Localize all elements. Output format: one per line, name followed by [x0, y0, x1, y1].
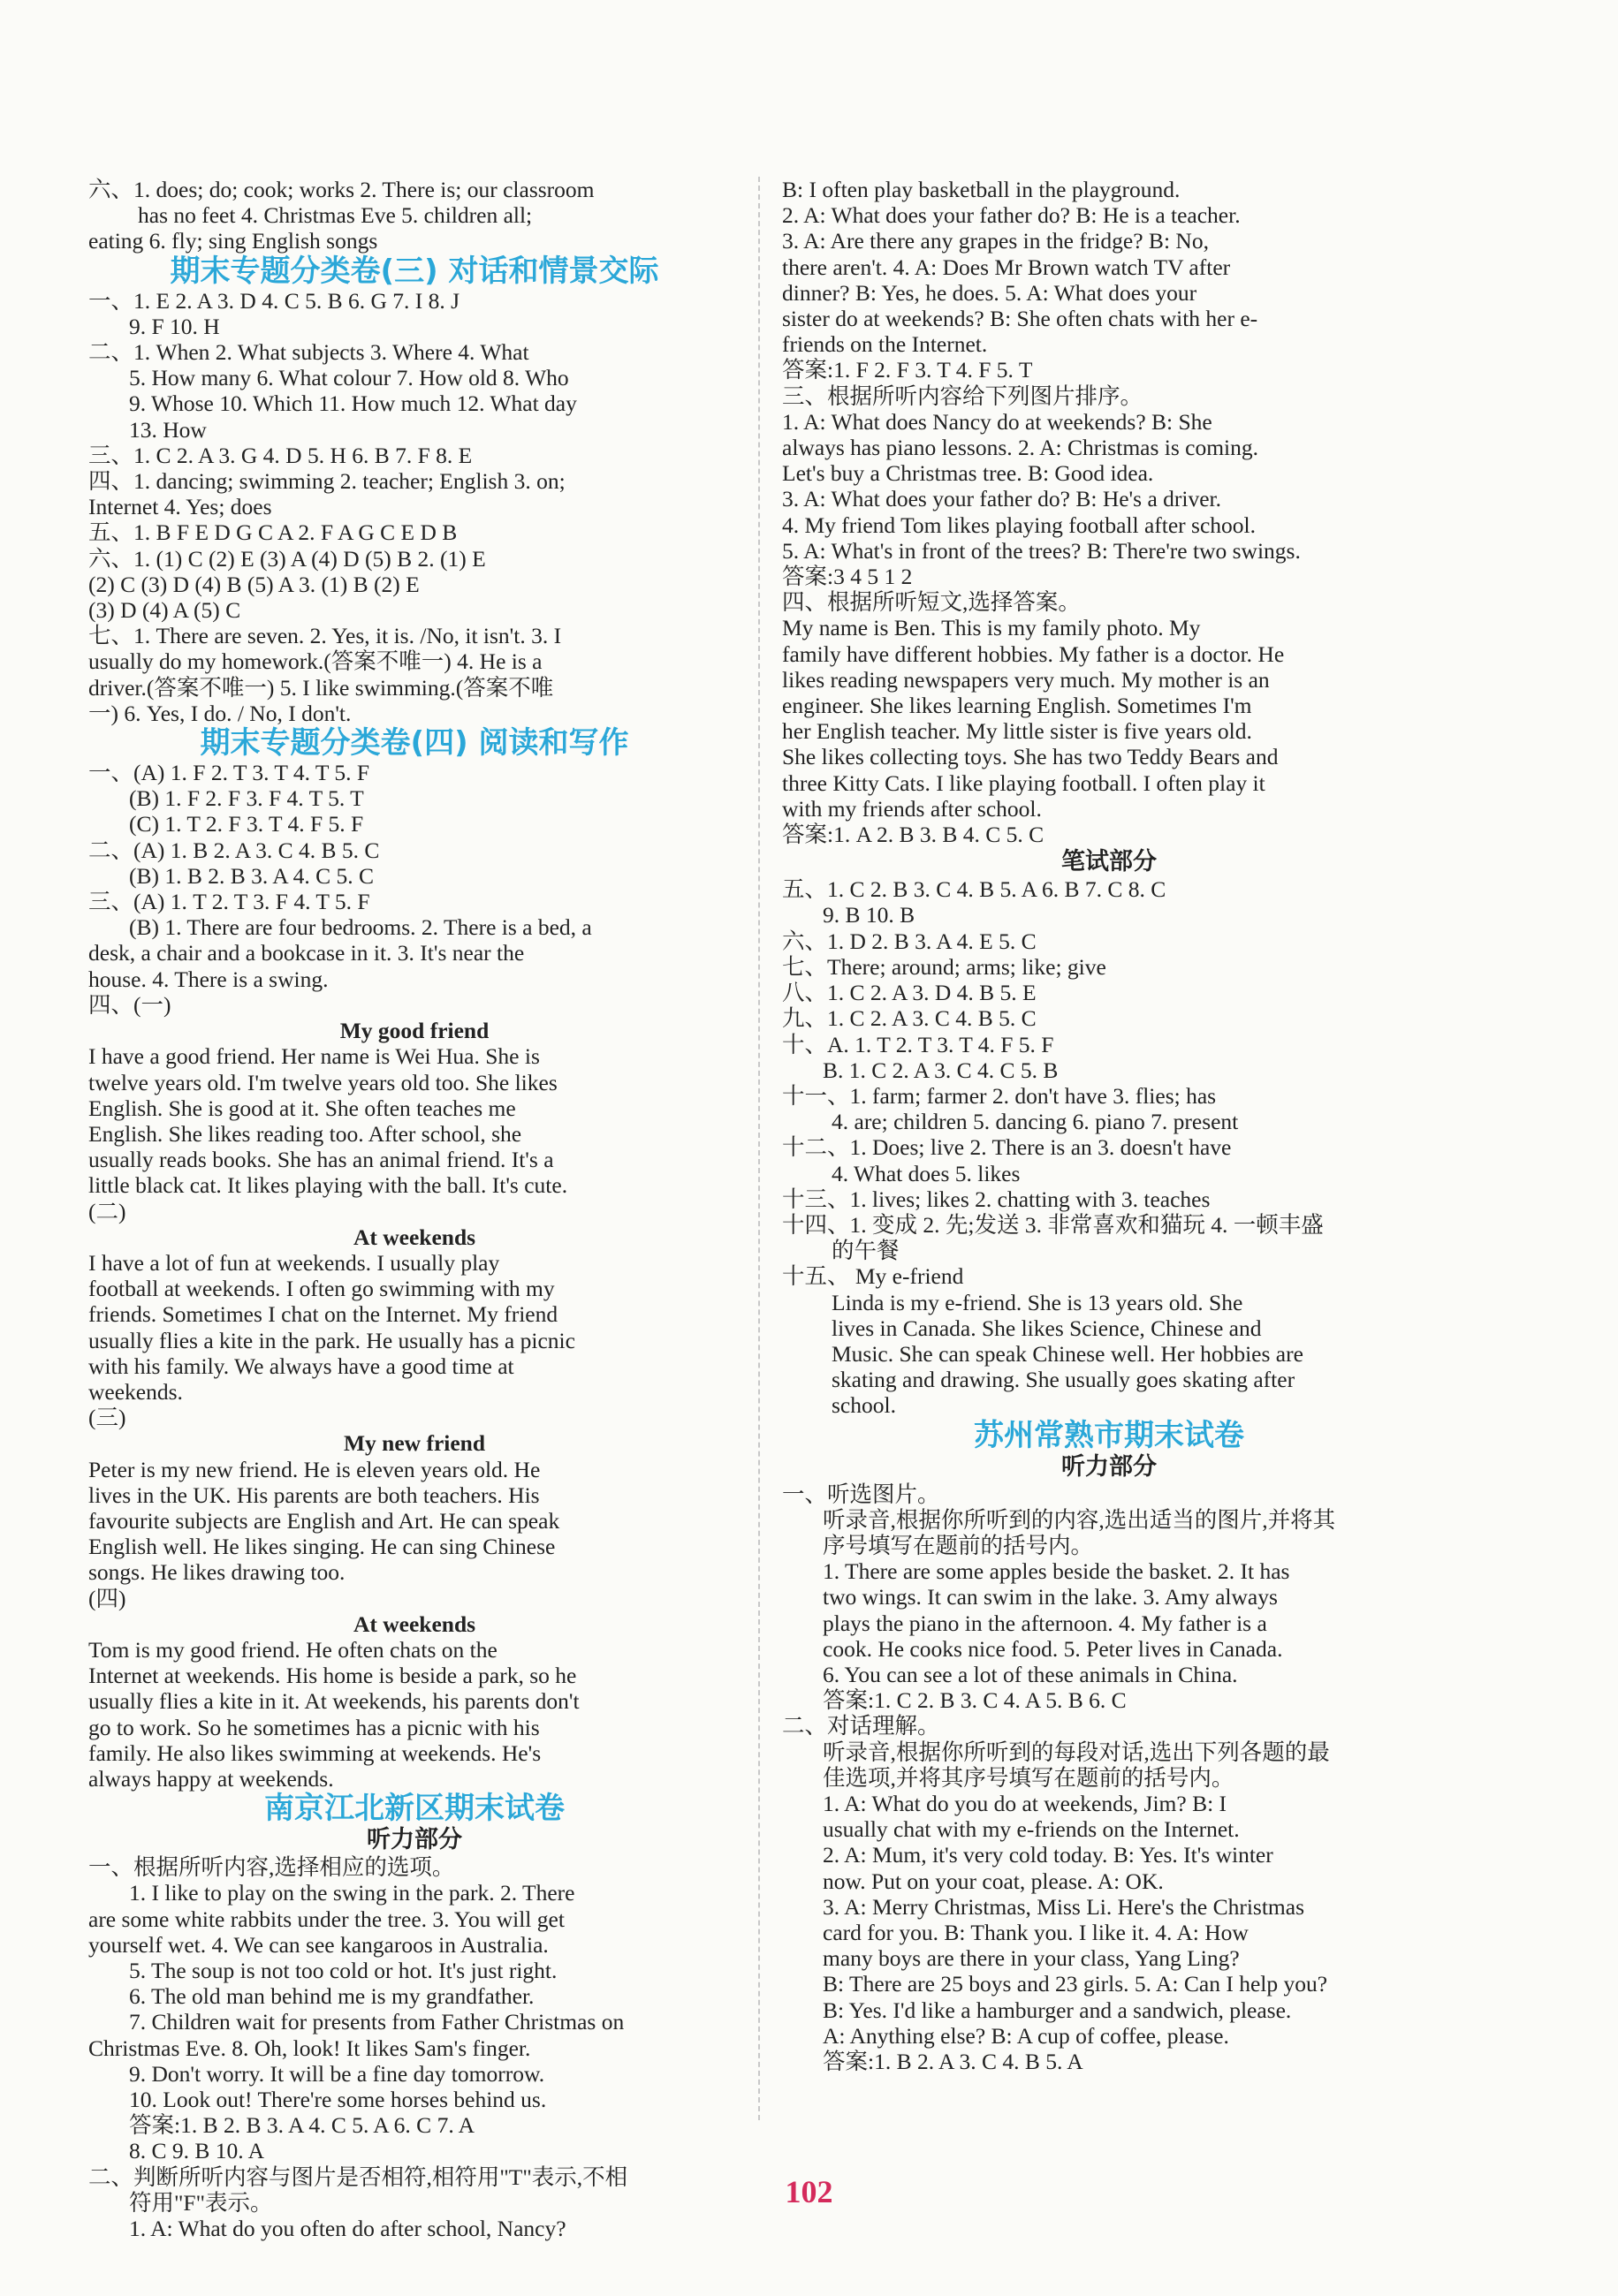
text-line: 四、(一) — [88, 991, 171, 1018]
essay-title: My new friend — [343, 1430, 486, 1457]
text-line: 3. A: Merry Christmas, Miss Li. Here's the Christmas — [823, 1893, 1305, 1920]
text-line: usually flies a kite in it. At weekends, his parents don't — [88, 1688, 580, 1715]
text-line: usually do my homework.(答案不唯一) 4. He is a — [88, 648, 543, 675]
text-line: driver.(答案不唯一) 5. I like swimming.(答案不唯 — [88, 674, 554, 701]
text-line: (四) — [88, 1585, 126, 1611]
text-line: Internet 4. Yes; does — [88, 494, 272, 520]
text-line: 五、1. C 2. B 3. C 4. B 5. A 6. B 7. C 8. C — [782, 876, 1166, 903]
essay-title: At weekends — [353, 1610, 476, 1637]
text-line: 一、根据所听内容,选择相应的选项。 — [88, 1854, 455, 1881]
text-line: always has piano lessons. 2. A: Christmas is coming. — [782, 435, 1259, 461]
text-line: I have a lot of fun at weekends. I usually play — [88, 1249, 500, 1276]
text-line: B: I often play basketball in the playground. — [782, 177, 1181, 202]
text-line: 一、听选图片。 — [782, 1481, 940, 1507]
text-line: 十二、1. Does; live 2. There is an 3. doesn't have — [782, 1134, 1232, 1161]
text-line: family. He also likes swimming at weekends. He's — [88, 1739, 542, 1766]
text-line: 一、1. E 2. A 3. D 4. C 5. B 6. G 7. I 8. J — [88, 287, 460, 314]
text-line: 1. A: What does Nancy do at weekends? B: She — [782, 408, 1212, 435]
text-line: 答案:3 4 5 1 2 — [782, 564, 913, 590]
text-line: (C) 1. T 2. F 3. T 4. F 5. F — [129, 811, 364, 837]
page-number: 102 — [785, 2174, 833, 2209]
text-line: 十四、1. 变成 2. 先;发送 3. 非常喜欢和猫玩 4. 一顿丰盛 — [782, 1211, 1324, 1238]
text-line: desk, a chair and a bookcase in it. 3. It's near the — [88, 940, 525, 966]
text-line: Christmas Eve. 8. Oh, look! It likes Sam's finger. — [88, 2035, 531, 2061]
text-line: Tom is my good friend. He often chats on the — [88, 1636, 498, 1663]
text-line: 三、(A) 1. T 2. T 3. F 4. T 5. F — [88, 889, 370, 915]
section-heading: 苏州常熟市期末试卷 — [974, 1417, 1244, 1453]
text-line: English. She likes reading too. After school, she — [88, 1120, 522, 1147]
text-line: English well. He likes singing. He can sing Chinese — [88, 1534, 556, 1560]
text-line: B. 1. C 2. A 3. C 4. C 5. B — [823, 1057, 1059, 1083]
text-line: (B) 1. There are four bedrooms. 2. There is a bed, a — [129, 914, 592, 941]
text-line: 十、A. 1. T 2. T 3. T 4. F 5. F — [782, 1031, 1054, 1057]
text-line: lives in Canada. She likes Science, Chinese and — [832, 1315, 1262, 1341]
text-line: (三) — [88, 1405, 126, 1431]
text-line: (3) D (4) A (5) C — [88, 597, 241, 624]
text-line: 4. My friend Tom likes playing football after school. — [782, 511, 1256, 538]
text-line: sister do at weekends? B: She often chats with her e- — [782, 306, 1258, 332]
text-line: plays the piano in the afternoon. 4. My father is a — [823, 1610, 1267, 1636]
text-line: twelve years old. I'm twelve years old too. She likes — [88, 1069, 558, 1095]
text-line: 9. B 10. B — [823, 902, 915, 928]
text-line: 十五、 My e-friend — [782, 1263, 964, 1290]
text-line: 四、1. dancing; swimming 2. teacher; English 3. on; — [88, 468, 566, 495]
text-line: 7. Children wait for presents from Father Christmas on — [129, 2009, 625, 2035]
text-line: 十一、1. farm; farmer 2. don't have 3. flies; has — [782, 1082, 1217, 1109]
text-line: Music. She can speak Chinese well. Her hobbies are — [832, 1340, 1303, 1367]
text-line: football at weekends. I often go swimming with my — [88, 1276, 555, 1302]
text-line: favourite subjects are English and Art. He can speak — [88, 1507, 560, 1534]
text-line: Internet at weekends. His home is beside a park, so he — [88, 1663, 577, 1689]
text-line: 二、(A) 1. B 2. A 3. C 4. B 5. C — [88, 837, 380, 863]
text-line: 2. A: What does your father do? B: He is a teacher. — [782, 202, 1241, 229]
column-divider — [758, 177, 760, 2120]
text-line: (B) 1. F 2. F 3. F 4. T 5. T — [129, 785, 364, 812]
text-line: there aren't. 4. A: Does Mr Brown watch TV after — [782, 254, 1231, 280]
text-line: 听录音,根据你所听到的内容,选出适当的图片,并将其 — [823, 1506, 1336, 1533]
text-line: songs. He likes drawing too. — [88, 1559, 346, 1586]
text-line: 答案:1. A 2. B 3. B 4. C 5. C — [782, 822, 1044, 848]
text-line: are some white rabbits under the tree. 3. You will get — [88, 1906, 565, 1932]
section-heading: 期末专题分类卷(三) 对话和情景交际 — [170, 253, 659, 289]
text-line: 5. A: What's in front of the trees? B: There're two swings. — [782, 537, 1301, 564]
text-line: likes reading newspapers very much. My mother is an — [782, 666, 1270, 693]
text-line: (B) 1. B 2. B 3. A 4. C 5. C — [129, 862, 375, 889]
text-line: 七、1. There are seven. 2. Yes, it is. /No, it isn't. 3. I — [88, 623, 562, 649]
text-line: go to work. So he sometimes has a picnic with his — [88, 1714, 540, 1740]
text-line: 2. A: Mum, it's very cold today. B: Yes. It's winter — [823, 1842, 1273, 1868]
text-line: usually reads books. She has an animal friend. It's a — [88, 1147, 554, 1173]
text-line: with his family. We always have a good time at — [88, 1353, 514, 1379]
text-line: I have a good friend. Her name is Wei Hua. She is — [88, 1043, 540, 1070]
text-line: 5. The soup is not too cold or hot. It's just right. — [129, 1958, 558, 1983]
text-line: school. — [832, 1392, 896, 1419]
text-line: engineer. She likes learning English. Sometimes I'm — [782, 693, 1252, 719]
text-line: dinner? B: Yes, he does. 5. A: What does your — [782, 279, 1197, 306]
text-line: (2) C (3) D (4) B (5) A 3. (1) B (2) E — [88, 571, 420, 597]
subsection-heading: 听力部分 — [1061, 1452, 1157, 1481]
text-line: 8. C 9. B 10. A — [129, 2138, 265, 2164]
text-line: Peter is my new friend. He is eleven years old. He — [88, 1456, 541, 1482]
text-line: 5. How many 6. What colour 7. How old 8. Who — [129, 365, 569, 391]
text-line: 九、1. C 2. A 3. C 4. B 5. C — [782, 1005, 1037, 1032]
text-line: 符用"F"表示。 — [129, 2189, 273, 2216]
text-line: 1. I like to play on the swing in the park. 2. There — [129, 1880, 575, 1906]
text-line: usually chat with my e-friends on the Internet. — [823, 1816, 1240, 1843]
text-line: My name is Ben. This is my family photo. My — [782, 615, 1201, 641]
text-line: 序号填写在题前的括号内。 — [823, 1532, 1094, 1558]
text-line: 五、1. B F E D G C A 2. F A G C E D B — [88, 519, 458, 546]
subsection-heading: 笔试部分 — [1061, 848, 1157, 876]
text-line: 9. Whose 10. Which 11. How much 12. What day — [129, 390, 577, 417]
text-line: 6. You can see a lot of these animals in China. — [823, 1661, 1238, 1687]
text-line: 答案:1. F 2. F 3. T 4. F 5. T — [782, 357, 1033, 383]
text-line: Let's buy a Christmas tree. B: Good idea. — [782, 460, 1154, 487]
text-line: Linda is my e-friend. She is 13 years old. She — [832, 1289, 1243, 1315]
text-line: 听录音,根据你所听到的每段对话,选出下列各题的最 — [823, 1739, 1330, 1765]
subsection-heading: 听力部分 — [367, 1826, 462, 1854]
text-line: 9. F 10. H — [129, 313, 220, 339]
text-line: A: Anything else? B: A cup of coffee, please. — [823, 2022, 1229, 2049]
text-line: 10. Look out! There're some horses behind us. — [129, 2087, 547, 2113]
text-line: yourself wet. 4. We can see kangaroos in Australia. — [88, 1931, 549, 1958]
text-line: 3. A: Are there any grapes in the fridge? B: No, — [782, 228, 1209, 254]
text-line: skating and drawing. She usually goes skating after — [832, 1367, 1295, 1393]
text-line: 答案:1. B 2. A 3. C 4. B 5. A — [823, 2049, 1083, 2075]
text-line: 十三、1. lives; likes 2. chatting with 3. teaches — [782, 1186, 1211, 1212]
text-line: 答案:1. C 2. B 3. C 4. A 5. B 6. C — [823, 1687, 1127, 1714]
text-line: 答案:1. B 2. B 3. A 4. C 5. A 6. C 7. A — [129, 2112, 475, 2139]
text-line: B: There are 25 boys and 23 girls. 5. A: Can I help you? — [823, 1971, 1328, 1997]
section-heading: 南京江北新区期末试卷 — [264, 1791, 565, 1827]
text-line: 1. A: What do you often do after school, Nancy? — [129, 2216, 566, 2242]
text-line: family have different hobbies. My father is a doctor. He — [782, 640, 1285, 667]
text-line: lives in the UK. His parents are both teachers. His — [88, 1481, 540, 1508]
text-line: 9. Don't worry. It will be a fine day tomorrow. — [129, 2060, 545, 2087]
text-line: 六、1. D 2. B 3. A 4. E 5. C — [782, 928, 1037, 954]
text-line: has no feet 4. Christmas Eve 5. children all; — [138, 202, 533, 229]
text-line: 1. A: What do you do at weekends, Jim? B: I — [823, 1790, 1227, 1816]
text-line: weekends. — [88, 1378, 183, 1405]
text-line: 二、判断所听内容与图片是否相符,相符用"T"表示,不相 — [88, 2163, 628, 2190]
text-line: 七、There; around; arms; like; give — [782, 953, 1106, 980]
left-column — [88, 177, 741, 2241]
text-line: 一) 6. Yes, I do. / No, I don't. — [88, 700, 352, 726]
text-line: 4. are; children 5. dancing 6. piano 7. present — [832, 1109, 1239, 1135]
text-line: friends on the Internet. — [782, 331, 988, 358]
text-line: little black cat. It likes playing with the ball. It's cute. — [88, 1172, 568, 1199]
text-line: card for you. B: Thank you. I like it. 4. A: How — [823, 1920, 1249, 1945]
essay-title: My good friend — [339, 1018, 490, 1044]
text-line: her English teacher. My little sister is five years old. — [782, 718, 1252, 745]
text-line: eating 6. fly; sing English songs — [88, 228, 378, 254]
section-heading: 期末专题分类卷(四) 阅读和写作 — [200, 725, 629, 762]
text-line: 六、1. (1) C (2) E (3) A (4) D (5) B 2. (1) E — [88, 545, 486, 572]
text-line: 三、1. C 2. A 3. G 4. D 5. H 6. B 7. F 8. E — [88, 442, 473, 468]
text-line: two wings. It can swim in the lake. 3. Amy always — [823, 1584, 1278, 1610]
text-line: 1. There are some apples beside the basket. 2. It has — [823, 1558, 1290, 1585]
text-line: 佳选项,并将其序号填写在题前的括号内。 — [823, 1764, 1234, 1791]
text-line: 三、根据所听内容给下列图片排序。 — [782, 383, 1143, 409]
text-line: She likes collecting toys. She has two Teddy Bears and — [782, 744, 1279, 770]
text-line: now. Put on your coat, please. A: OK. — [823, 1868, 1164, 1894]
text-line: always happy at weekends. — [88, 1765, 334, 1792]
text-line: 13. How — [129, 416, 207, 443]
essay-title: At weekends — [353, 1224, 476, 1250]
text-line: 6. The old man behind me is my grandfather. — [129, 1983, 535, 2010]
text-line: English. She is good at it. She often teaches me — [88, 1095, 516, 1121]
text-line: usually flies a kite in the park. He usually has a picnic — [88, 1327, 575, 1353]
text-line: friends. Sometimes I chat on the Internet. My friend — [88, 1301, 558, 1328]
text-line: 3. A: What does your father do? B: He's a driver. — [782, 486, 1222, 512]
text-line: with my friends after school. — [782, 795, 1042, 822]
text-line: 一、(A) 1. F 2. T 3. T 4. T 5. F — [88, 760, 370, 786]
text-line: 二、对话理解。 — [782, 1713, 940, 1739]
text-line: 四、根据所听短文,选择答案。 — [782, 589, 1081, 616]
text-line: 八、1. C 2. A 3. D 4. B 5. E — [782, 980, 1037, 1006]
text-line: three Kitty Cats. I like playing football. I often play it — [782, 769, 1265, 796]
text-line: 的午餐 — [832, 1238, 900, 1264]
text-line: 4. What does 5. likes — [832, 1160, 1021, 1186]
text-line: 二、1. When 2. What subjects 3. Where 4. What — [88, 339, 529, 366]
text-line: B: Yes. I'd like a hamburger and a sandwich, please. — [823, 1997, 1292, 2023]
text-line: house. 4. There is a swing. — [88, 966, 329, 992]
text-line: (二) — [88, 1198, 126, 1224]
text-line: 六、1. does; do; cook; works 2. There is; our classroom — [88, 177, 595, 202]
text-line: many boys are there in your class, Yang Ling? — [823, 1945, 1240, 1972]
right-column — [782, 177, 1436, 2074]
text-line: cook. He cooks nice food. 5. Peter lives in Canada. — [823, 1635, 1283, 1662]
